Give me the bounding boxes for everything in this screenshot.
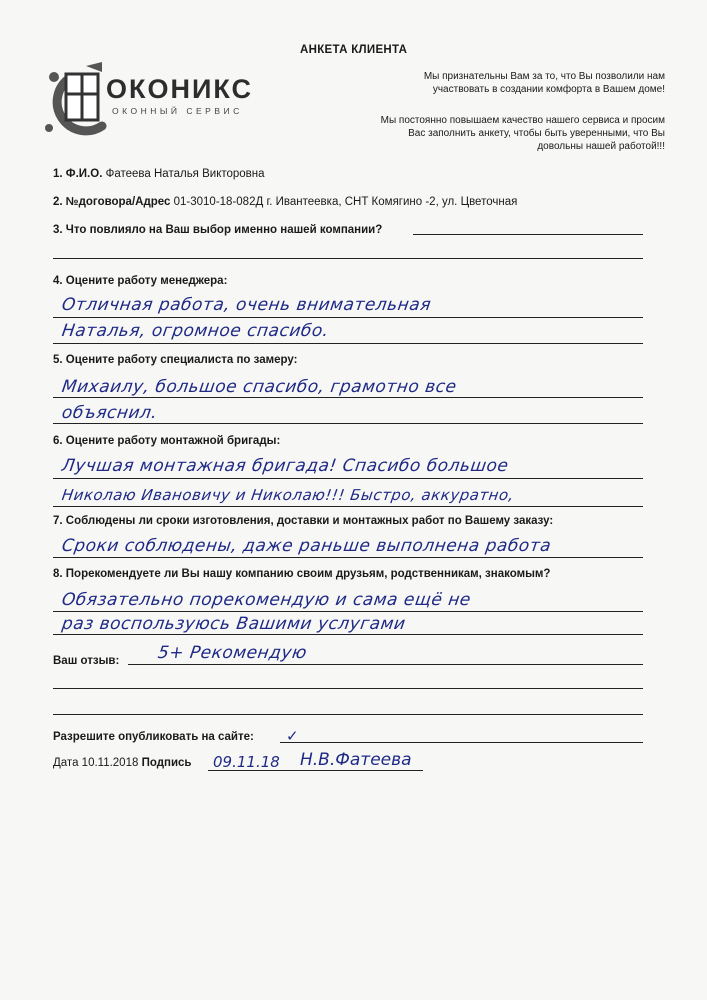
question-4-answer-line-1[interactable]: Отличная работа, очень внимательная: [60, 295, 433, 315]
signature-date[interactable]: 09.11.18: [213, 753, 280, 771]
answer-line: [53, 557, 643, 558]
answer-line: [53, 423, 643, 424]
question-8-answer-line-2[interactable]: раз воспользуюсь Вашими услугами: [60, 614, 407, 634]
question-2-value[interactable]: 01-3010-18-082Д г. Ивантеевка, СНТ Комягино -2, ул. Цветочная: [173, 196, 518, 208]
logo-subtitle: ОКОННЫЙ СЕРВИС: [112, 106, 243, 116]
review-label-text: Ваш отзыв:: [53, 655, 120, 667]
answer-line: [53, 688, 643, 689]
question-5: [53, 354, 297, 366]
question-1-value[interactable]: Фатеева Наталья Викторовна: [105, 168, 265, 180]
form-title: АНКЕТА КЛИЕНТА: [300, 44, 408, 56]
signature-name[interactable]: Н.В.Фатеева: [300, 750, 412, 770]
question-6-answer-line-1[interactable]: Лучшая монтажная бригада! Спасибо большое: [60, 456, 510, 476]
signature-label: Подпись: [141, 757, 192, 769]
publish-label: Разрешите опубликовать на сайте:: [53, 731, 254, 743]
intro-text-1: Мы признательны Вам за то, что Вы позволили нам участвовать в создании комфорта в Вашем доме!: [423, 71, 665, 95]
question-4: [53, 275, 227, 287]
question-3: [53, 224, 382, 236]
question-2-label: 2. №договора/Адрес: [53, 196, 171, 208]
answer-line: [53, 397, 643, 398]
question-4-label: 4. Оцените работу менеджера:: [53, 275, 228, 287]
answer-line: [53, 611, 643, 612]
question-5-answer-line-1[interactable]: Михаилу, большое спасибо, грамотно все: [60, 377, 458, 397]
publish-permission: [53, 731, 254, 743]
logo-name: ОКОНИКС: [106, 74, 254, 104]
question-1: [53, 168, 265, 180]
review-label: [53, 655, 119, 667]
question-7: [53, 515, 553, 527]
date-label: Дата: [53, 757, 79, 769]
intro-text-2: Мы постоянно повышаем качество нашего сервиса и просим Вас заполнить анкету, чтобы быть уверенными, что Вы довольны нашей работой!!!: [380, 115, 665, 152]
question-1-label: 1. Ф.И.О.: [53, 168, 103, 180]
answer-line: [53, 478, 643, 479]
answer-line: [53, 317, 643, 318]
answer-line: [53, 634, 643, 635]
signature-line: [208, 770, 423, 771]
date-signature-row: [53, 757, 192, 769]
answer-line: [128, 664, 643, 665]
question-6-answer-line-2[interactable]: Николаю Ивановичу и Николаю!!! Быстро, аккуратно,: [60, 486, 516, 504]
question-6: [53, 435, 280, 447]
question-8: [53, 568, 550, 580]
answer-line: [53, 506, 643, 507]
answer-line: [53, 258, 643, 259]
question-8-label: 8. Порекомендуете ли Вы нашу компанию своим друзьям, родственникам, знакомым?: [53, 568, 551, 580]
review-value[interactable]: 5+ Рекомендую: [156, 643, 309, 663]
publish-checkmark[interactable]: ✓: [286, 727, 299, 745]
question-4-answer-line-2[interactable]: Наталья, огромное спасибо.: [60, 321, 331, 341]
date-value: 10.11.2018: [81, 757, 139, 769]
question-3-label: 3. Что повлияло на Ваш выбор именно нашей компании?: [53, 224, 383, 236]
answer-line: [53, 714, 643, 715]
question-7-label: 7. Соблюдены ли сроки изготовления, доставки и монтажных работ по Вашему заказу:: [53, 515, 554, 527]
question-5-answer-line-2[interactable]: объяснил.: [60, 403, 159, 423]
question-7-answer-line-1[interactable]: Сроки соблюдены, даже раньше выполнена работа: [60, 536, 553, 556]
question-2: [53, 196, 517, 208]
question-5-label: 5. Оцените работу специалиста по замеру:: [53, 354, 298, 366]
question-6-label: 6. Оцените работу монтажной бригады:: [53, 435, 281, 447]
answer-line: [280, 742, 643, 743]
answer-line: [413, 234, 643, 235]
question-8-answer-line-1[interactable]: Обязательно порекомендую и сама ещё не: [60, 590, 473, 610]
answer-line: [53, 343, 643, 344]
